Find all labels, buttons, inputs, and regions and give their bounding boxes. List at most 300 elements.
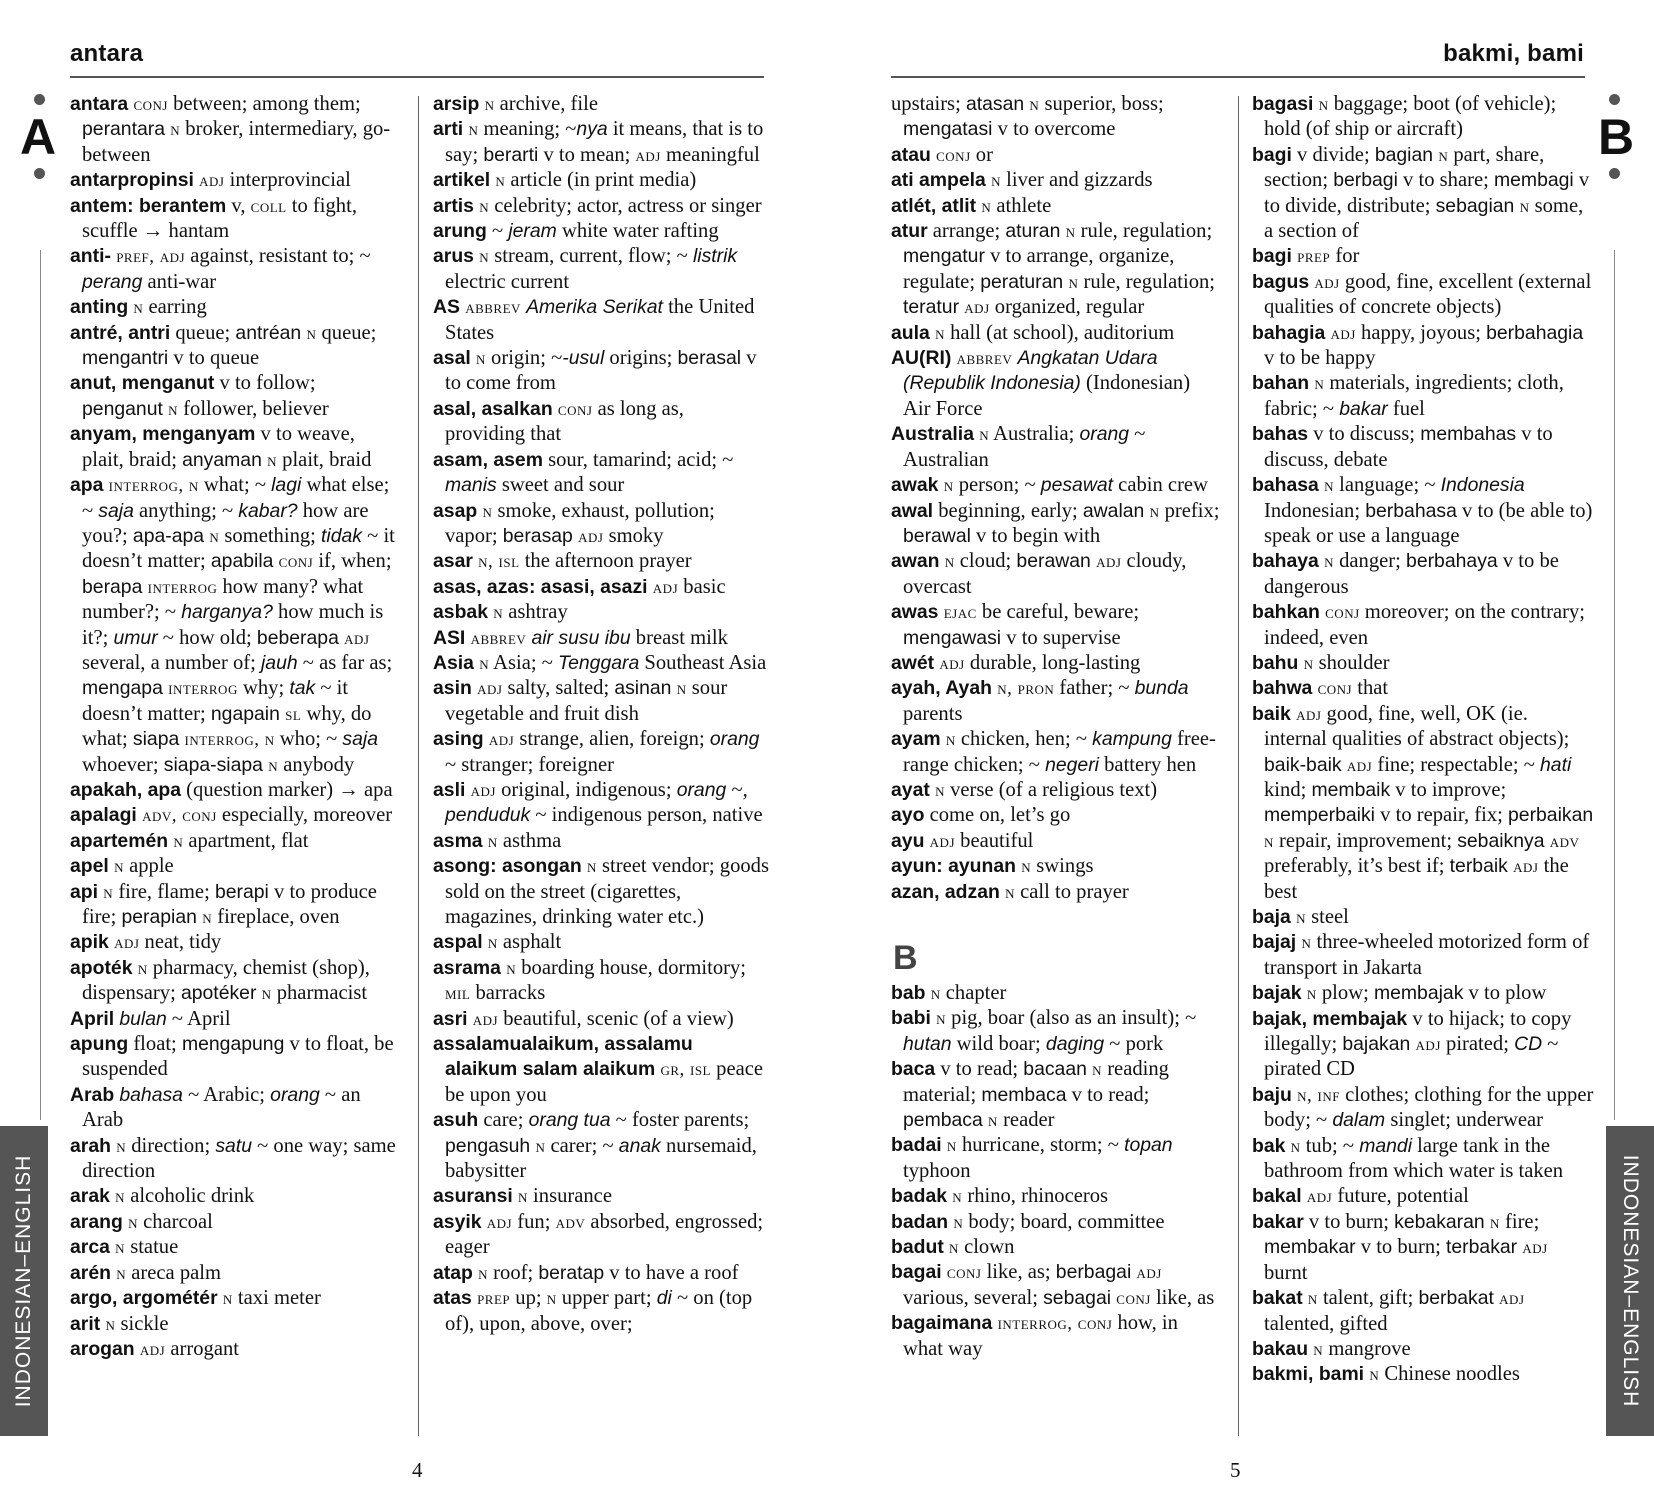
headword: asal	[433, 347, 471, 370]
pos-label: adj	[1090, 551, 1122, 573]
pos-label: abbrev	[459, 297, 521, 319]
pos-label: interrog, n	[179, 729, 275, 751]
headword: badut	[891, 1236, 944, 1259]
headword: babi	[891, 1007, 931, 1030]
headword: aspal	[433, 931, 483, 954]
derived-word: berasap	[502, 524, 573, 547]
definition-text: ~ foster parents;	[610, 1109, 750, 1132]
dictionary-entry	[70, 956, 396, 1007]
headword: badan	[891, 1210, 949, 1233]
definition-text: especially, moreover	[216, 804, 393, 827]
derived-word: berawal	[903, 524, 971, 547]
pos-label: adv	[1544, 830, 1580, 852]
definition-text: v to burn;	[1355, 1236, 1446, 1259]
definition-text: v to follow;	[214, 372, 316, 395]
pos-label: interrog	[142, 576, 218, 598]
definition-text: battery hen	[1098, 753, 1197, 776]
dictionary-entry	[891, 880, 1221, 905]
definition-text: superior, boss;	[1039, 93, 1164, 115]
headword: antem: berantem	[70, 194, 227, 217]
derived-word: siapa	[132, 728, 180, 751]
headword: bahan	[1252, 372, 1310, 395]
derived-word: awalan	[1082, 499, 1145, 522]
dictionary-entry	[891, 473, 1221, 498]
headword: bab	[891, 982, 926, 1004]
example-phrase: umur	[113, 626, 158, 649]
dictionary-entry	[433, 829, 769, 854]
pos-label: n	[1308, 1338, 1324, 1360]
example-phrase: kabar?	[238, 499, 298, 522]
headword: AS	[433, 296, 460, 319]
derived-word: mengatur	[903, 245, 985, 268]
derived-word: mengantri	[82, 347, 169, 370]
derived-word: sebaiknya	[1457, 829, 1545, 852]
definition-text: materials, ingredients; cloth, fabric; ~	[1264, 372, 1564, 420]
pos-label: adj	[481, 1211, 513, 1233]
pos-label: n	[671, 678, 687, 700]
definition-text: parents	[903, 702, 963, 725]
definition-text: ~	[486, 220, 509, 243]
derived-word: beberapa	[256, 626, 339, 649]
example-phrase: penduduk	[445, 804, 531, 827]
pos-label: adj	[647, 576, 679, 598]
pos-label: n	[999, 881, 1015, 903]
pos-label: n	[482, 830, 498, 852]
dictionary-entry	[70, 880, 396, 931]
definition-text: stream, current, flow; ~	[489, 245, 693, 268]
definition-text: preferably, it’s best if;	[1264, 855, 1450, 878]
headword: bahkan	[1252, 601, 1320, 624]
example-phrase: Indonesia	[1440, 474, 1525, 497]
pos-label: n	[546, 1288, 557, 1310]
definition-text: boarding house, dormitory;	[516, 956, 747, 979]
definition-text: cloudy, overcast	[903, 550, 1187, 598]
example-phrase: saja	[342, 728, 378, 751]
definition-text: the United States	[445, 296, 755, 344]
pos-label: adj	[471, 678, 503, 700]
pos-label: n	[581, 856, 597, 878]
derived-word: anyaman	[182, 448, 262, 471]
pos-label: conj	[1319, 602, 1360, 624]
pos-label: n	[473, 652, 490, 674]
thumb-dot-top-icon	[34, 94, 45, 105]
derived-word: bacaan	[1023, 1058, 1087, 1081]
dictionary-entry	[891, 1006, 1221, 1057]
definition-text: v to share;	[1397, 169, 1494, 192]
definition-text: v to have a roof	[604, 1261, 739, 1284]
left-column-1	[70, 92, 396, 1450]
definition-text: v to supervise	[1001, 626, 1121, 649]
example-phrase: Angkatan Udara (Republik Indonesia)	[903, 347, 1158, 395]
pos-label: adj	[1493, 1288, 1525, 1310]
pos-label: n	[256, 983, 272, 1005]
dictionary-entry	[433, 651, 769, 676]
definition-text: call to prayer	[1014, 880, 1129, 903]
thumb-dot-bottom-icon	[34, 168, 45, 179]
dictionary-entry	[891, 600, 1221, 651]
definition-text: v to read;	[1066, 1083, 1150, 1106]
definition-text: v to overcome	[992, 118, 1116, 141]
definition-text: rhino, rhinoceros	[962, 1185, 1109, 1208]
headword: April	[70, 1007, 115, 1030]
definition-text: prefix;	[1159, 499, 1220, 522]
dictionary-entry	[891, 1235, 1221, 1260]
headword: argo, argométér	[70, 1287, 218, 1310]
definition-text: v to repair, fix;	[1375, 804, 1508, 827]
pos-label: n	[109, 1237, 126, 1259]
example-phrase: Amerika Serikat	[526, 296, 663, 319]
dictionary-entry	[891, 803, 1221, 828]
definition-text: ~ it doesn’t matter;	[82, 524, 395, 573]
example-phrase: CD	[1514, 1033, 1543, 1056]
definition-text: moreover; on the contrary; indeed, even	[1264, 601, 1585, 649]
dictionary-entry	[433, 1286, 769, 1337]
definition-text: mangrove	[1323, 1337, 1411, 1360]
definition-text: v,	[226, 194, 251, 217]
headword: arah	[70, 1134, 111, 1157]
example-phrase: perang	[82, 270, 143, 293]
example-phrase: air susu ibu	[531, 626, 631, 649]
derived-word: mengatasi	[903, 118, 993, 141]
dictionary-entry	[70, 244, 396, 295]
definition-text: pharmacist	[271, 982, 368, 1005]
headword: arang	[70, 1210, 123, 1233]
pos-label: adj	[465, 779, 496, 801]
pos-label: adj	[1507, 856, 1539, 878]
headword: antarpropinsi	[70, 169, 194, 192]
edge-line-right	[1614, 250, 1615, 1120]
derived-word: terbaik	[1449, 855, 1508, 878]
dictionary-entry	[1252, 1007, 1594, 1083]
pos-label: n	[168, 830, 184, 852]
dictionary-entry	[891, 1184, 1221, 1209]
definition-text: queue;	[170, 321, 236, 344]
definition-text: v to discuss;	[1308, 423, 1421, 446]
dictionary-entry	[433, 626, 769, 651]
headword: bagus	[1252, 270, 1310, 293]
pos-label: n	[943, 1237, 959, 1259]
headword: awak	[891, 474, 939, 497]
definition-text: burnt	[1264, 1261, 1308, 1284]
dictionary-entry	[891, 194, 1221, 219]
definition-text: part, share, section;	[1264, 143, 1545, 192]
dictionary-entry	[891, 727, 1221, 778]
definition-text: upper part;	[556, 1287, 657, 1310]
definition-text: ~ Arabic;	[182, 1083, 271, 1106]
pos-label: n	[929, 779, 945, 801]
pos-label: n	[1285, 1135, 1301, 1157]
derived-word: membajak	[1373, 982, 1464, 1005]
column-divider-left	[418, 96, 419, 1436]
thumb-index-letter-right: B	[1598, 109, 1635, 165]
headword: apakah, apa	[70, 778, 182, 801]
pos-label: n	[1024, 94, 1040, 115]
headword: arén	[70, 1261, 111, 1284]
derived-word: berbagai	[1055, 1261, 1132, 1284]
headword: AU(RI)	[891, 347, 952, 370]
definition-text: care;	[478, 1109, 529, 1132]
pos-label: n	[477, 500, 493, 522]
pos-label: interrog	[162, 678, 238, 700]
pos-label: adj	[934, 652, 965, 674]
headword: asuh	[433, 1109, 479, 1132]
headword: assalamualaikum, assalamu alaikum salam alaikum	[433, 1033, 693, 1081]
pos-label: n	[482, 932, 498, 954]
pos-label: coll	[250, 195, 287, 217]
example-phrase: lagi	[271, 474, 302, 497]
dictionary-entry	[1252, 905, 1594, 930]
definition-text: liver and gizzards	[1000, 169, 1153, 192]
dictionary-entry	[433, 244, 769, 295]
derived-word: sebagai	[1043, 1286, 1112, 1309]
pos-label: n	[98, 881, 114, 903]
headword: bagasi	[1252, 93, 1314, 115]
pos-label: adj	[572, 525, 604, 547]
derived-word: kebakaran	[1394, 1210, 1485, 1233]
running-head-left: antara	[70, 40, 144, 67]
dictionary-entry	[891, 778, 1221, 803]
head-rule-left	[70, 76, 764, 78]
headword: arsip	[433, 93, 480, 115]
column-divider-right	[1238, 96, 1239, 1436]
dictionary-entry	[70, 1210, 396, 1235]
definition-text: good, fine, well, OK (ie. internal qualities of abstract objects);	[1264, 702, 1570, 751]
dictionary-entry	[1252, 1184, 1594, 1209]
definition-text: celebrity; actor, actress or singer	[489, 194, 762, 217]
definition-text: fuel	[1387, 397, 1425, 420]
definition-text: asthma	[497, 829, 562, 852]
dictionary-entry	[1252, 676, 1594, 701]
headword: bagi	[1252, 143, 1292, 166]
dictionary-entry	[1252, 143, 1594, 245]
dictionary-entry	[433, 1210, 769, 1261]
example-phrase: dalam	[1332, 1109, 1386, 1132]
page-number-right: 5	[1230, 1458, 1241, 1482]
pos-label: n	[1144, 500, 1160, 522]
dictionary-entry	[70, 1007, 396, 1032]
derived-word: pembaca	[903, 1109, 983, 1132]
headword: asrama	[433, 956, 501, 979]
headword: atas	[433, 1287, 472, 1310]
dictionary-entry	[433, 346, 769, 397]
definition-text: person; ~	[953, 474, 1041, 497]
definition-text: neat, tidy	[139, 931, 222, 954]
definition-text: apartment, flat	[183, 829, 309, 852]
example-phrase: bulan	[119, 1007, 167, 1030]
definition-text: v to queue	[168, 347, 260, 370]
definition-text: ~ one way; same direction	[82, 1134, 396, 1183]
pos-label: conj	[273, 551, 314, 573]
head-rule-right	[891, 76, 1585, 78]
pos-label: interrog, conj	[992, 1313, 1113, 1335]
pos-label: adj	[1131, 1262, 1162, 1284]
definition-text: to fight, scuffle → hantam	[82, 194, 357, 243]
pos-label: n	[1313, 94, 1329, 115]
headword: bahas	[1252, 423, 1309, 446]
dictionary-entry	[433, 1261, 769, 1286]
derived-word: bajakan	[1342, 1033, 1411, 1056]
definition-text: free-range chicken; ~	[903, 728, 1216, 776]
definition-text: ashtray	[503, 601, 568, 624]
definition-text: origins;	[604, 347, 678, 370]
pos-label: n	[1433, 144, 1449, 166]
definition-text: ~,	[726, 778, 748, 801]
definition-text: come on, let’s go	[924, 804, 1071, 827]
derived-word: berbagi	[1333, 169, 1398, 192]
definition-text: ~ stranger; foreigner	[445, 753, 614, 776]
definition-text: barracks	[470, 982, 546, 1005]
pos-label: n	[939, 551, 955, 573]
headword: artis	[433, 194, 474, 217]
definition-text: verse (of a religious text)	[944, 778, 1158, 801]
pos-label: adv	[555, 1211, 586, 1233]
dictionary-entry	[70, 1261, 396, 1286]
headword: bajak	[1252, 982, 1302, 1005]
derived-word: peraturan	[980, 270, 1064, 293]
definition-text: several, a number of;	[82, 651, 261, 674]
dictionary-entry	[433, 92, 769, 117]
headword: bakat	[1252, 1287, 1303, 1310]
definition-text: body; board, committee	[963, 1210, 1165, 1233]
dictionary-entry	[891, 321, 1221, 346]
definition-text: ~ pork	[1104, 1032, 1164, 1055]
definition-text: baggage; boot (of vehicle); hold (of ship or aircraft)	[1264, 93, 1557, 141]
example-phrase: -usul	[562, 347, 605, 370]
example-phrase: listrik	[692, 245, 738, 268]
dictionary-entry	[891, 1260, 1221, 1311]
definition-text: smoky	[603, 524, 664, 547]
pos-label: adj	[483, 729, 515, 751]
headword: apa	[70, 474, 104, 497]
definition-text: follower, believer	[178, 397, 329, 420]
definition-text: basic	[678, 575, 726, 598]
definition-text: fireplace, oven	[212, 906, 340, 928]
pos-label: n	[1318, 475, 1334, 497]
pos-label: sl	[279, 703, 302, 725]
headword: antré, antri	[70, 321, 171, 344]
edge-line-left	[40, 250, 41, 1120]
pos-label: n	[973, 424, 990, 446]
definition-text: fine; respectable; ~	[1372, 753, 1541, 776]
dictionary-entry	[70, 829, 396, 854]
definition-text: beginning, early;	[933, 499, 1083, 522]
pos-label: n	[947, 1186, 963, 1208]
derived-word: teratur	[903, 296, 960, 319]
example-phrase: bakar	[1339, 397, 1388, 420]
definition-text: cloud;	[954, 550, 1017, 573]
derived-word: berawan	[1016, 550, 1091, 573]
pos-label: prep	[1291, 246, 1331, 268]
pos-label: adj	[108, 932, 140, 954]
definition-text: v to be happy	[1264, 347, 1376, 370]
dictionary-entry	[891, 92, 1221, 143]
definition-text: like, as	[1150, 1286, 1215, 1309]
pos-label: n	[941, 1135, 957, 1157]
pos-label: adj	[1517, 1237, 1548, 1259]
definition-text: smoke, exhaust, pollution; vapor;	[445, 499, 715, 547]
dictionary-entry	[1252, 371, 1594, 422]
derived-word: berarti	[483, 143, 539, 166]
definition-text: plow;	[1316, 982, 1374, 1005]
definition-text: good, fine, excellent (external qualities of concrete objects)	[1264, 270, 1592, 319]
example-phrase: manis	[445, 474, 497, 497]
definition-text: v to produce fire;	[82, 880, 377, 928]
definition-text: Chinese noodles	[1379, 1363, 1520, 1386]
headword: asbak	[433, 601, 488, 624]
definition-text: v to burn;	[1303, 1210, 1395, 1233]
derived-word: beratap	[538, 1261, 605, 1284]
dictionary-entry	[1252, 473, 1594, 549]
definition-text: who; ~	[274, 728, 343, 751]
definition-text: beautiful, scenic (of a view)	[498, 1007, 734, 1030]
pos-label: n, inf	[1291, 1084, 1340, 1106]
derived-word: apotéker	[180, 982, 257, 1005]
definition-text: for	[1330, 245, 1360, 268]
dictionary-entry	[1252, 1210, 1594, 1286]
definition-text: strange, alien, foreign;	[514, 728, 710, 751]
pos-label: n	[1514, 195, 1530, 217]
definition-text: queue;	[316, 321, 377, 344]
headword: antara	[70, 93, 129, 115]
definition-text: talented, gifted	[1264, 1312, 1388, 1335]
definition-text: how much is it?;	[82, 601, 384, 649]
definition-text: v to float, be suspended	[82, 1033, 394, 1081]
dictionary-entry	[433, 194, 769, 219]
definition-text: (Indonesian) Air Force	[903, 372, 1191, 420]
definition-text: meaning; ~	[478, 118, 577, 141]
dictionary-entry	[891, 219, 1221, 321]
headword: bagi	[1252, 245, 1292, 268]
pos-label: n	[1264, 830, 1274, 852]
definition-text: float;	[128, 1033, 182, 1056]
headword: asal, asalkan	[433, 397, 553, 420]
headword: arit	[70, 1312, 101, 1335]
headword: awas	[891, 601, 939, 624]
definition-text: various, several;	[903, 1286, 1044, 1309]
example-phrase: nya	[576, 118, 608, 141]
pos-label: n	[204, 525, 220, 547]
dictionary-entry	[1252, 422, 1594, 473]
right-column-2	[1252, 92, 1594, 1450]
definition-text: Asia; ~	[489, 651, 559, 674]
pos-label: n	[1016, 856, 1032, 878]
definition-text: singlet; underwear	[1385, 1109, 1544, 1132]
pos-label: mil	[445, 983, 471, 1005]
derived-word: berasal	[677, 347, 742, 370]
headword: arti	[433, 118, 464, 141]
pos-label: adj	[1290, 703, 1322, 725]
pos-label: conj	[1111, 1287, 1151, 1309]
derived-word: asinan	[614, 677, 672, 700]
headword: asri	[433, 1007, 468, 1030]
headword: atap	[433, 1261, 473, 1284]
headword: bakar	[1252, 1210, 1304, 1233]
right-column-1	[891, 92, 1221, 1450]
dictionary-entry	[1252, 92, 1594, 143]
pos-label: n	[100, 1313, 116, 1335]
example-phrase: topan	[1124, 1134, 1173, 1157]
dictionary-entry	[1252, 702, 1594, 905]
definition-text: v to improve;	[1390, 778, 1507, 801]
pos-label: n	[217, 1288, 233, 1310]
headword: bagai	[891, 1261, 942, 1284]
pos-label: n	[122, 1211, 138, 1233]
dictionary-entry	[70, 295, 396, 320]
definition-text: peace be upon you	[445, 1058, 764, 1106]
definition-text: nursemaid, babysitter	[445, 1134, 757, 1183]
dictionary-entry	[433, 600, 769, 625]
definition-text: rule, regulation;	[1078, 270, 1216, 293]
